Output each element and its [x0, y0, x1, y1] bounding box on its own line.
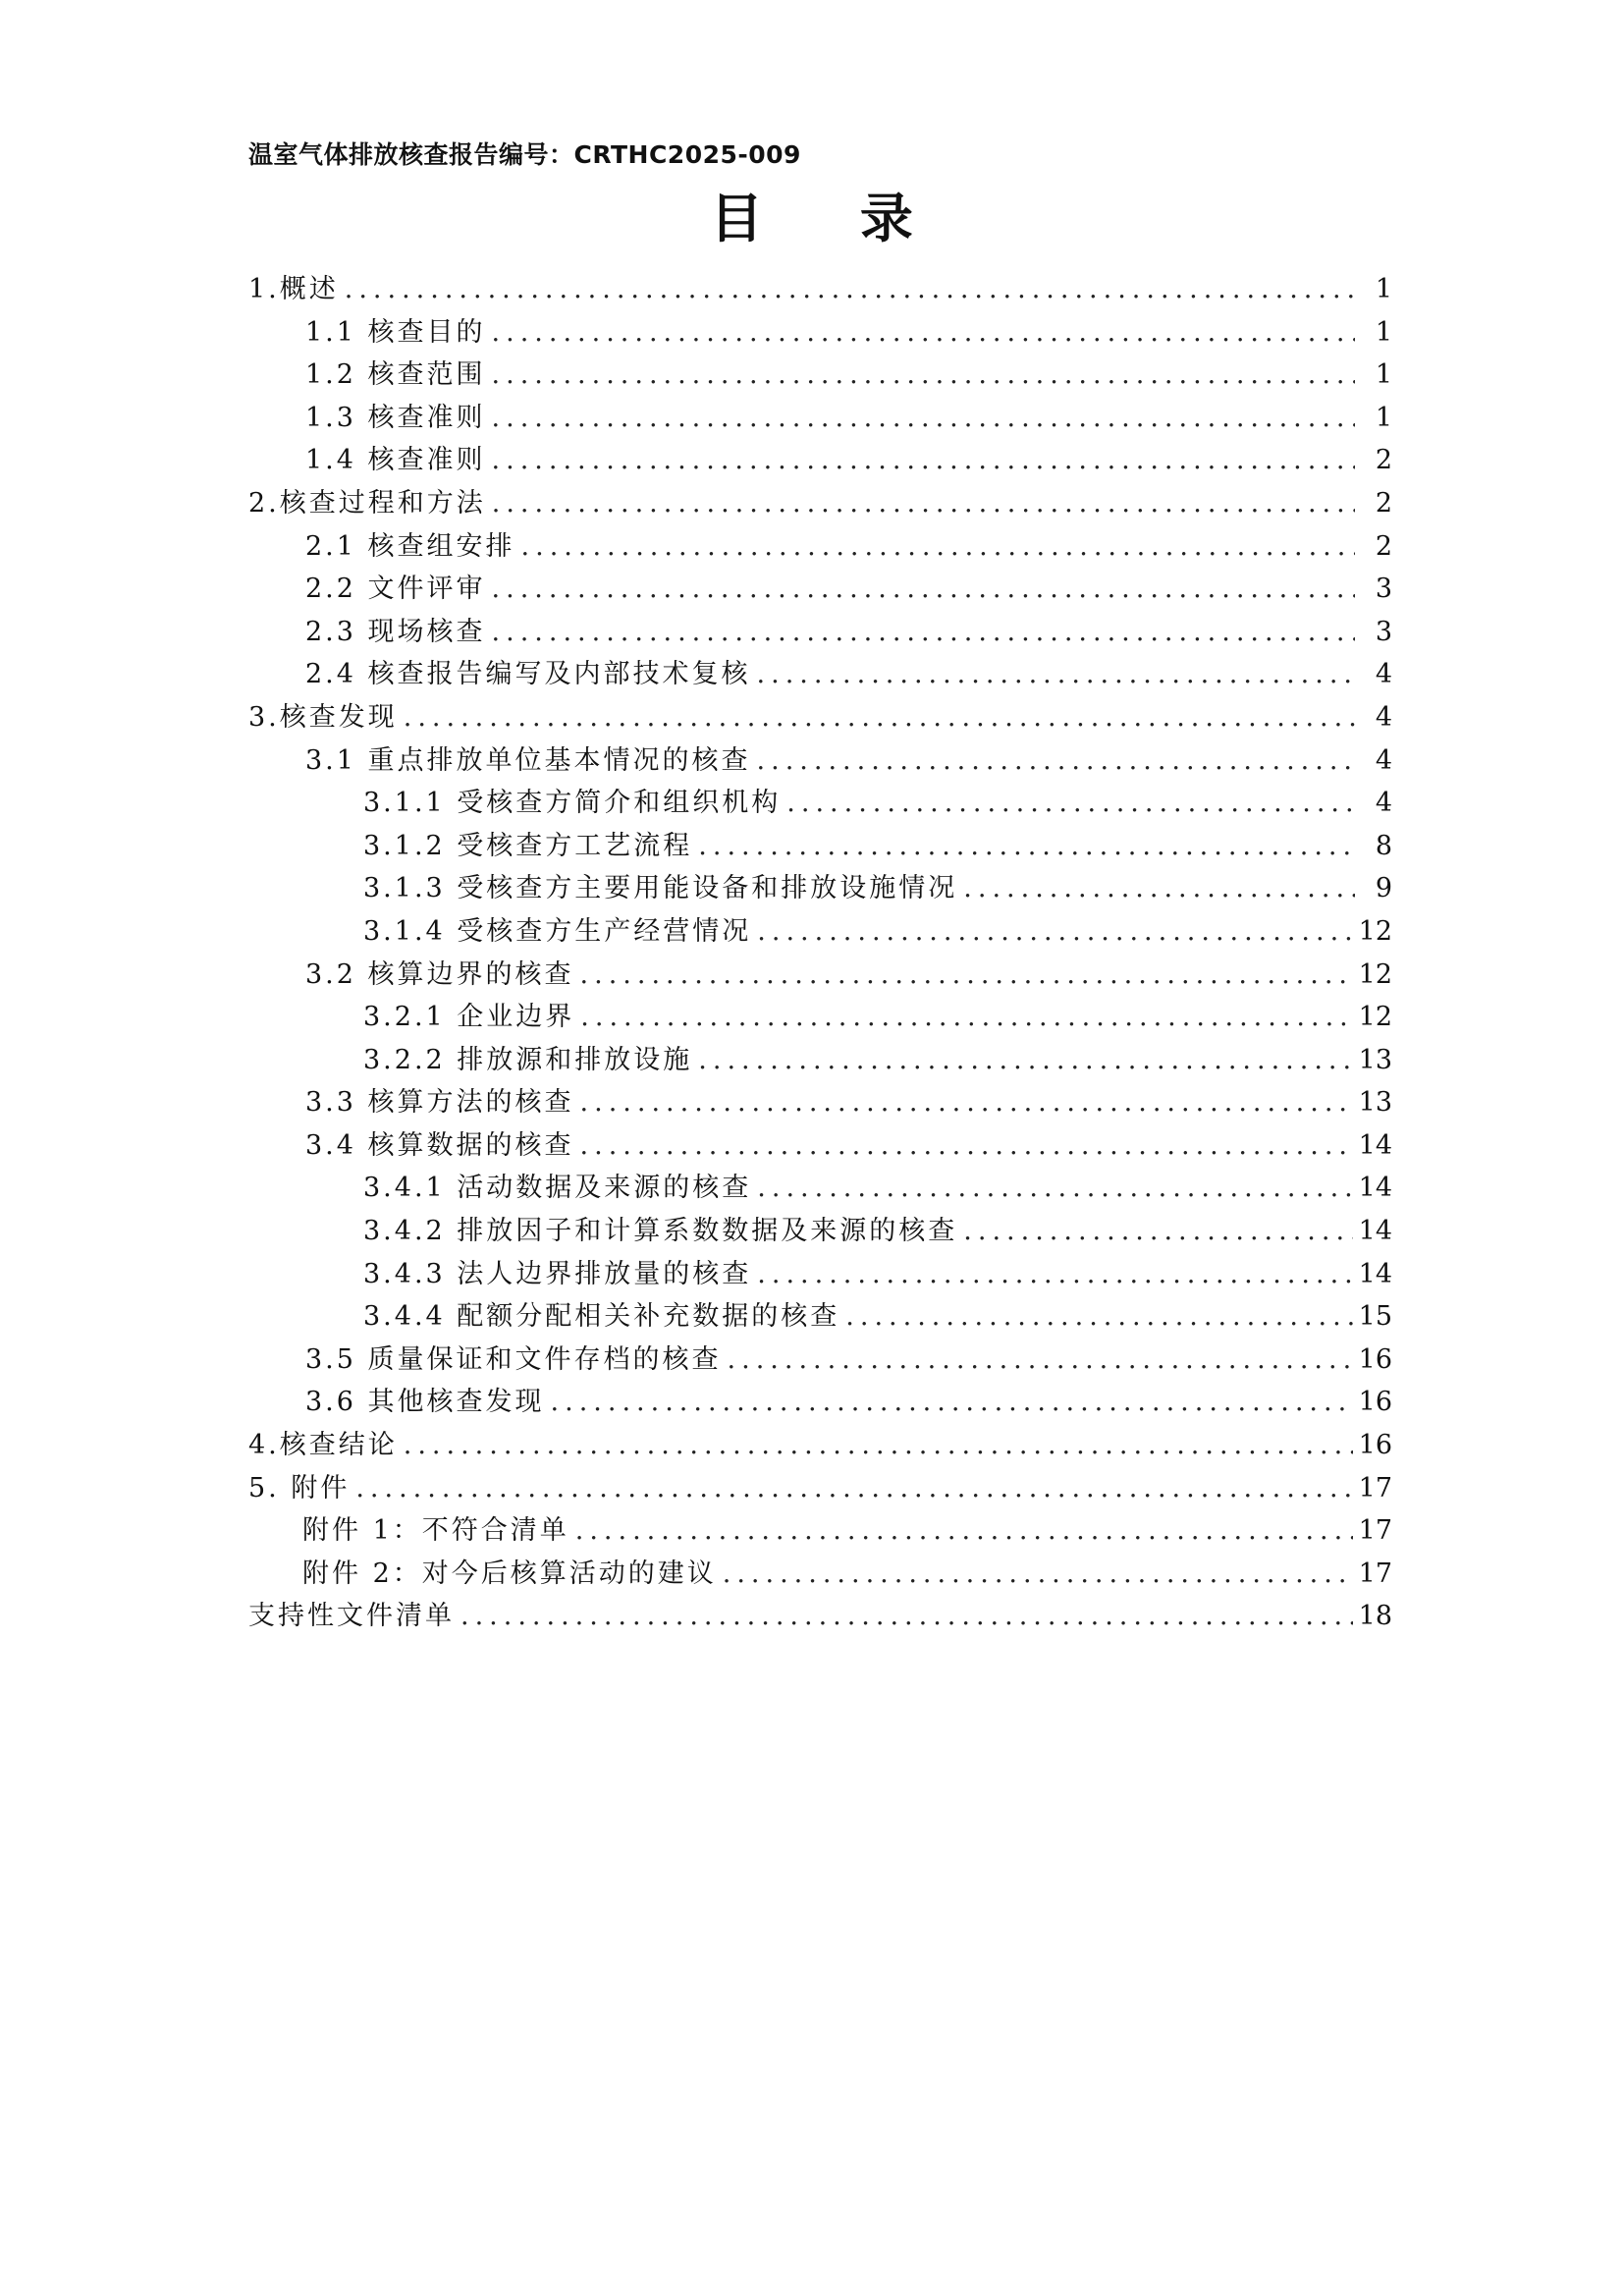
toc-entry-page: 16: [1358, 1343, 1392, 1375]
toc-entry[interactable]: [248, 396, 1392, 439]
toc-dot-leader: [757, 659, 1355, 689]
toc-entry-label: 3.6 其他核查发现: [305, 1387, 545, 1418]
table-of-contents: [248, 267, 1392, 1637]
toc-dot-leader: [404, 702, 1355, 733]
toc-entry-page: 3: [1375, 616, 1392, 647]
toc-entry-label: 1.概述: [248, 274, 339, 304]
toc-entry[interactable]: [248, 824, 1392, 867]
toc-entry-page: 4: [1375, 701, 1392, 733]
toc-dot-leader: [492, 574, 1355, 604]
toc-entry-label: 3.2.2 排放源和排放设施: [363, 1044, 693, 1075]
toc-entry[interactable]: [248, 738, 1392, 782]
toc-entry-page: 17: [1358, 1472, 1392, 1503]
toc-entry[interactable]: [248, 567, 1392, 610]
toc-entry-page: 2: [1375, 487, 1392, 519]
toc-dot-leader: [492, 359, 1355, 390]
toc-entry-label: 2.1 核查组安排: [305, 530, 515, 562]
toc-entry-label: 3.1 重点排放单位基本情况的核查: [305, 744, 751, 776]
toc-entry[interactable]: [248, 866, 1392, 909]
toc-entry[interactable]: [248, 524, 1392, 568]
toc-dot-leader: [757, 1259, 1352, 1289]
toc-dot-leader: [575, 1515, 1353, 1546]
toc-entry-label: 2.3 现场核查: [305, 616, 486, 647]
toc-entry-label: 3.1.4 受核查方生产经营情况: [363, 915, 752, 947]
toc-entry[interactable]: [248, 781, 1392, 824]
toc-entry-label: 附件 1：不符合清单: [302, 1515, 569, 1547]
toc-entry-label: 1.2 核查范围: [305, 359, 486, 391]
toc-dot-leader: [492, 317, 1355, 348]
toc-entry[interactable]: [248, 1166, 1392, 1209]
toc-dot-leader: [492, 445, 1355, 475]
toc-entry-label: 2.4 核查报告编写及内部技术复核: [305, 659, 751, 690]
toc-entry[interactable]: [248, 310, 1392, 354]
toc-entry[interactable]: [248, 1508, 1392, 1552]
toc-dot-leader: [963, 1216, 1352, 1246]
toc-entry-label: 3.4 核算数据的核查: [305, 1129, 574, 1161]
toc-dot-leader: [521, 531, 1355, 562]
toc-entry[interactable]: [248, 652, 1392, 695]
toc-entry-page: 14: [1358, 1258, 1392, 1289]
toc-entry-page: 1: [1375, 316, 1392, 348]
toc-dot-leader: [492, 617, 1355, 647]
toc-entry[interactable]: [248, 481, 1392, 524]
report-number: 温室气体排放核查报告编号：CRTHC2025-009: [248, 140, 801, 169]
toc-entry-page: 4: [1375, 744, 1392, 776]
toc-entry[interactable]: [248, 1423, 1392, 1466]
toc-entry-page: 12: [1358, 958, 1392, 990]
toc-entry-page: 17: [1358, 1558, 1392, 1589]
toc-entry[interactable]: [248, 438, 1392, 481]
toc-entry[interactable]: [248, 353, 1392, 396]
toc-entry-page: 16: [1358, 1430, 1392, 1461]
toc-entry-page: 12: [1358, 915, 1392, 947]
toc-entry-label: 5. 附件: [248, 1472, 351, 1503]
toc-entry-label: 4.核查结论: [248, 1430, 398, 1461]
toc-dot-leader: [723, 1558, 1353, 1589]
toc-entry[interactable]: [248, 909, 1392, 953]
toc-entry-page: 14: [1358, 1129, 1392, 1161]
toc-entry[interactable]: [248, 1338, 1392, 1381]
toc-entry-page: 14: [1358, 1173, 1392, 1204]
toc-entry-page: 9: [1375, 873, 1392, 904]
toc-entry-page: 12: [1358, 1002, 1392, 1033]
toc-dot-leader: [460, 1601, 1353, 1631]
toc-entry[interactable]: [248, 1038, 1392, 1081]
toc-dot-leader: [345, 274, 1355, 304]
toc-entry-page: 18: [1358, 1601, 1392, 1632]
toc-entry-label: 3.4.1 活动数据及来源的核查: [363, 1173, 752, 1204]
toc-dot-leader: [580, 1130, 1353, 1161]
toc-entry[interactable]: [248, 1294, 1392, 1338]
toc-dot-leader: [698, 1045, 1352, 1075]
toc-entry[interactable]: [248, 1080, 1392, 1123]
toc-dot-leader: [698, 831, 1355, 861]
toc-dot-leader: [580, 1087, 1353, 1118]
toc-entry-page: 13: [1358, 1044, 1392, 1075]
toc-entry-label: 3.2 核算边界的核查: [305, 958, 574, 990]
toc-dot-leader: [492, 488, 1355, 519]
toc-entry-page: 2: [1375, 445, 1392, 476]
toc-entry[interactable]: [248, 1252, 1392, 1295]
toc-entry-label: 3.核查发现: [248, 701, 398, 733]
toc-entry-page: 4: [1375, 788, 1392, 819]
toc-entry[interactable]: [248, 995, 1392, 1038]
toc-dot-leader: [728, 1344, 1353, 1375]
toc-entry-page: 17: [1358, 1515, 1392, 1547]
toc-title: 目 录: [710, 188, 952, 249]
toc-entry-page: 14: [1358, 1216, 1392, 1247]
toc-dot-leader: [492, 403, 1355, 433]
toc-entry-label: 支持性文件清单: [248, 1601, 455, 1632]
toc-dot-leader: [786, 788, 1355, 818]
toc-entry-label: 3.5 质量保证和文件存档的核查: [305, 1343, 722, 1375]
toc-entry-label: 附件 2：对今后核算活动的建议: [302, 1558, 717, 1589]
toc-dot-leader: [845, 1301, 1352, 1332]
toc-entry[interactable]: [248, 610, 1392, 653]
toc-entry-label: 3.4.3 法人边界排放量的核查: [363, 1258, 752, 1289]
toc-dot-leader: [580, 1002, 1352, 1032]
toc-entry-label: 3.2.1 企业边界: [363, 1002, 575, 1033]
toc-entry-label: 3.4.4 配额分配相关补充数据的核查: [363, 1301, 840, 1333]
toc-dot-leader: [551, 1387, 1353, 1417]
toc-entry[interactable]: [248, 1594, 1392, 1637]
toc-entry[interactable]: [248, 267, 1392, 310]
toc-dot-leader: [757, 745, 1355, 776]
toc-dot-leader: [580, 959, 1353, 990]
toc-entry-label: 3.1.3 受核查方主要用能设备和排放设施情况: [363, 873, 958, 904]
toc-entry-page: 1: [1375, 359, 1392, 391]
toc-entry-page: 1: [1375, 402, 1392, 433]
toc-entry-page: 4: [1375, 659, 1392, 690]
toc-entry-label: 1.3 核查准则: [305, 402, 486, 433]
toc-entry[interactable]: [248, 1123, 1392, 1167]
toc-entry-page: 3: [1375, 574, 1392, 605]
toc-dot-leader: [757, 1173, 1352, 1203]
toc-entry-page: 1: [1375, 274, 1392, 304]
toc-entry-label: 1.1 核查目的: [305, 316, 486, 348]
toc-entry[interactable]: [248, 1466, 1392, 1509]
toc-dot-leader: [355, 1473, 1352, 1503]
toc-entry-label: 2.2 文件评审: [305, 574, 486, 605]
toc-entry[interactable]: [248, 1552, 1392, 1595]
toc-entry-label: 2.核查过程和方法: [248, 487, 486, 519]
toc-entry-label: 3.4.2 排放因子和计算系数数据及来源的核查: [363, 1216, 958, 1247]
toc-entry-page: 15: [1358, 1301, 1392, 1333]
toc-entry-label: 1.4 核查准则: [305, 445, 486, 476]
toc-dot-leader: [404, 1430, 1353, 1460]
toc-entry[interactable]: [248, 1209, 1392, 1252]
toc-entry-page: 8: [1375, 830, 1392, 861]
toc-dot-leader: [963, 873, 1355, 903]
toc-dot-leader: [757, 916, 1352, 947]
toc-entry-page: 2: [1375, 530, 1392, 562]
toc-entry-page: 13: [1358, 1087, 1392, 1119]
toc-entry[interactable]: [248, 1380, 1392, 1423]
toc-entry[interactable]: [248, 695, 1392, 738]
toc-entry-page: 16: [1358, 1387, 1392, 1418]
toc-entry-label: 3.1.1 受核查方简介和组织机构: [363, 788, 782, 819]
toc-entry-label: 3.3 核算方法的核查: [305, 1087, 574, 1119]
toc-entry-label: 3.1.2 受核查方工艺流程: [363, 830, 693, 861]
toc-entry[interactable]: [248, 953, 1392, 996]
